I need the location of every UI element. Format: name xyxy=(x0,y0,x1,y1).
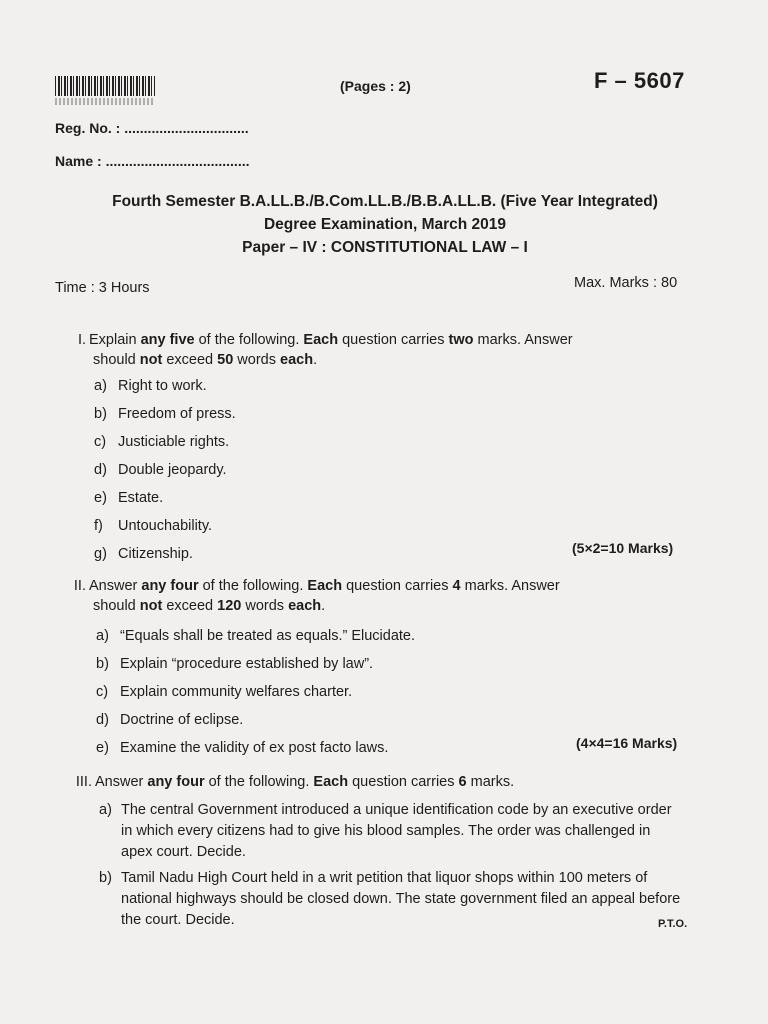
page-count: (Pages : 2) xyxy=(340,78,411,94)
question-item: b) Freedom of press. xyxy=(94,406,236,422)
reg-no-field: Reg. No. : ................................ xyxy=(55,120,249,136)
exam-subtitle: Degree Examination, March 2019 xyxy=(263,216,507,233)
max-marks: Max. Marks : 80 xyxy=(574,275,678,291)
section-number: III. xyxy=(75,774,92,790)
section-1-marks: (5×2=10 Marks) xyxy=(572,540,674,556)
paper-title: Paper – IV : CONSTITUTIONAL LAW – I xyxy=(242,239,528,256)
section-number: II. xyxy=(73,578,86,594)
question-item: e) Examine the validity of ex post facto laws. xyxy=(96,740,389,756)
section-1-instructions: I. Explain any five of the following. Each question carries two marks. Answer should not exceed 50 words each. xyxy=(64,330,573,370)
name-field: Name : ..................................... xyxy=(55,153,250,169)
question-item: d) Doctrine of eclipse. xyxy=(96,712,244,728)
question-item: c) Justiciable rights. xyxy=(94,434,230,450)
question-item: e) Estate. xyxy=(94,490,164,506)
exam-title: Fourth Semester B.A.LL.B./B.Com.LL.B./B.B.A.LL.B. (Five Year Integrated) xyxy=(112,193,658,210)
section-3-instructions: III. Answer any four of the following. Each question carries 6 marks. xyxy=(64,772,514,792)
question-item: b) Tamil Nadu High Court held in a writ petition that liquor shops within 100 meters of national highways should be closed down. The state government filed an appeal before the court. Decide. xyxy=(99,870,681,928)
question-item: f) Untouchability. xyxy=(94,518,213,534)
barcode-number xyxy=(55,98,153,105)
question-item: a) The central Government introduced a unique identification code by an executive order in which every citizens had to give his blood samples. The order was challenged in apex court. Decide. xyxy=(99,802,672,860)
question-item: a) Right to work. xyxy=(94,378,207,394)
question-item: g) Citizenship. xyxy=(94,546,193,562)
please-turn-over: P.T.O. xyxy=(658,918,688,930)
question-item: b) Explain “procedure established by law”. xyxy=(96,656,374,672)
question-item: a) “Equals shall be treated as equals.” Elucidate. xyxy=(96,628,416,644)
section-2-instructions: II. Answer any four of the following. Each question carries 4 marks. Answer should not exceed 120 words each. xyxy=(64,576,560,616)
time-allowed: Time : 3 Hours xyxy=(55,280,150,296)
paper-code: F – 5607 xyxy=(594,68,685,93)
question-item: d) Double jeopardy. xyxy=(94,462,227,478)
question-item: c) Explain community welfares charter. xyxy=(96,684,353,700)
barcode xyxy=(55,76,155,96)
section-number: I. xyxy=(77,332,86,348)
section-2-marks: (4×4=16 Marks) xyxy=(576,735,678,751)
